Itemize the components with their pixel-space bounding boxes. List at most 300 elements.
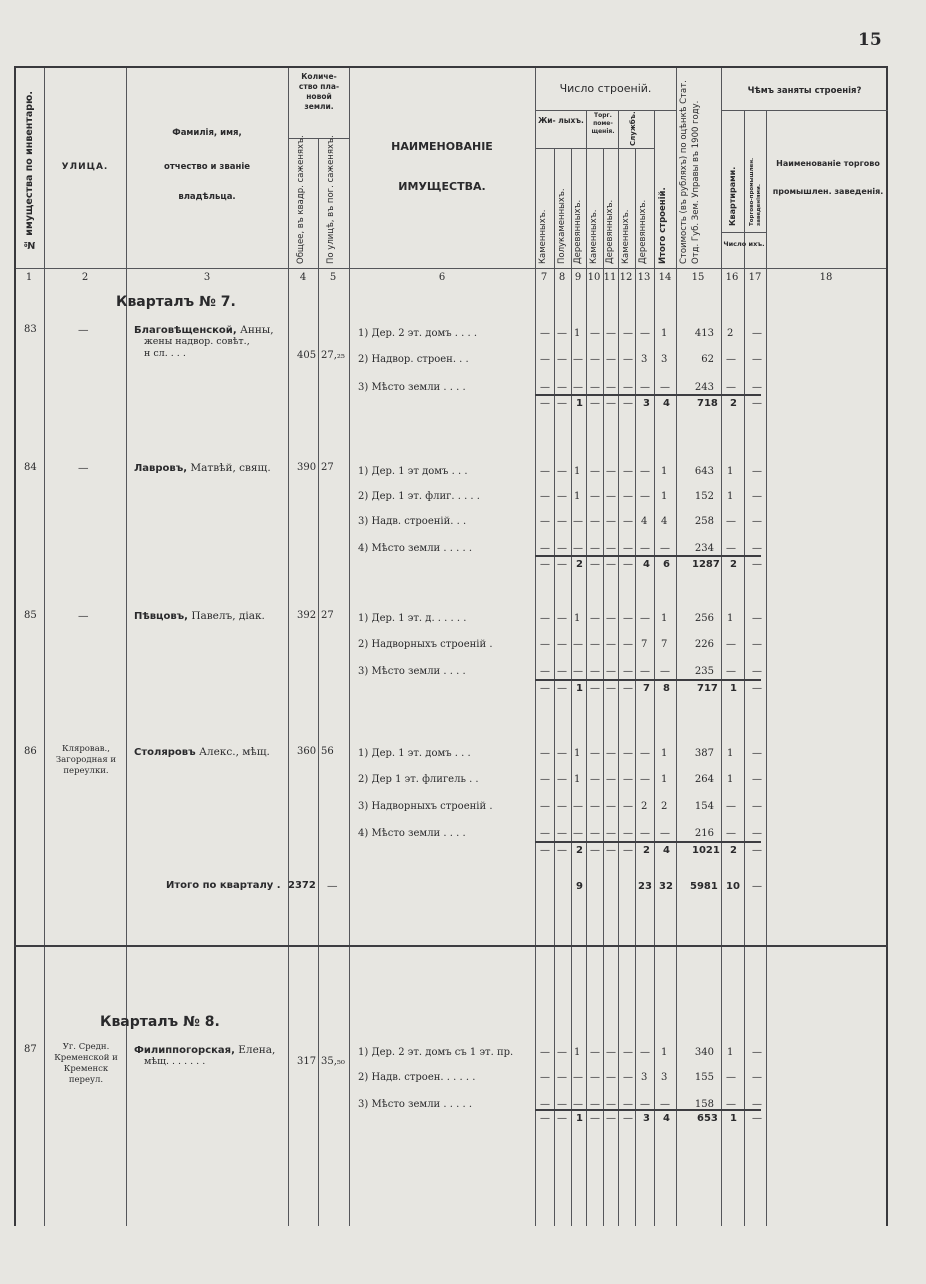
dash-mark: — (590, 828, 600, 839)
property-item-name: 4) Мѣсто земли . . . . . (358, 543, 472, 554)
dash-mark: — (557, 748, 567, 759)
entry-number: 87 (24, 1044, 37, 1055)
entry-owner-name: Матвѣй, свящ. (190, 462, 271, 474)
dash-mark: — (623, 801, 633, 812)
col-divider (349, 68, 350, 1226)
property-item-c14: 3 (661, 1072, 668, 1083)
header-c10: Каменныхъ. (589, 209, 599, 264)
dash-mark: — (752, 328, 762, 339)
dash-mark: — (557, 774, 567, 785)
dash-mark: — (590, 543, 600, 554)
dash-mark: — (640, 613, 650, 624)
column-number: 17 (748, 272, 762, 283)
dash-mark: — (623, 613, 633, 624)
property-item-cost: 154 (694, 801, 714, 812)
dash-mark: — (590, 491, 600, 502)
dash-mark: — (606, 354, 616, 365)
col-divider (44, 68, 45, 1226)
dash-mark: — (752, 1113, 762, 1124)
entry-total-c14: 4 (663, 1113, 670, 1124)
dash-mark: — (590, 354, 600, 365)
quarter-8-title: Кварталъ № 8. (100, 1014, 220, 1030)
header-owner-l3: владѣльца. (178, 192, 236, 202)
property-item-name: 2) Надвор. строен. . . (358, 354, 469, 365)
entry-area: 390 (297, 462, 317, 473)
dash-mark: — (590, 1047, 600, 1058)
header-c12: Каменныхъ. (621, 209, 631, 264)
property-item-name: 1) Дер. 1 эт. д. . . . . . (358, 613, 467, 624)
dash-mark: — (540, 801, 550, 812)
entry-total-rule (535, 555, 761, 557)
dash-mark: — (540, 774, 550, 785)
dash-mark: — (606, 828, 616, 839)
dash-mark: — (557, 491, 567, 502)
dash-mark: — (726, 828, 736, 839)
dash-mark: — (557, 354, 567, 365)
quarter-total-c14: 32 (659, 881, 673, 892)
dash-mark: — (623, 328, 633, 339)
quarter-total-c13: 23 (638, 881, 652, 892)
dash-mark: — (590, 666, 600, 677)
entry-area: 360 (297, 746, 317, 757)
dash-mark: — (573, 516, 583, 527)
entry-total-rule (535, 679, 761, 681)
dash-mark: — (557, 1113, 567, 1124)
entry-total-cost: 717 (697, 683, 718, 694)
entry-total-cost: 1021 (692, 845, 720, 856)
entry-owner-surname: Столяровъ (134, 747, 196, 758)
header-c8: Полукаменныхъ. (557, 188, 567, 264)
header-c7: Каменныхъ. (538, 209, 548, 264)
dash-mark: — (726, 354, 736, 365)
header-owner-l1: Фамилія, имя, (172, 128, 242, 138)
dash-mark: — (540, 666, 550, 677)
dash-mark: — (557, 382, 567, 393)
property-item-c14: 1 (661, 1047, 668, 1058)
dash-mark: — (640, 666, 650, 677)
column-number: 12 (619, 272, 633, 283)
entry-total-c13: 3 (643, 1113, 650, 1124)
dash-mark: — (660, 1099, 670, 1110)
dash-mark: — (623, 354, 633, 365)
header-street: УЛИЦА. (61, 162, 109, 172)
entry-total-c14: 4 (663, 845, 670, 856)
property-item-cost: 413 (694, 328, 714, 339)
dash-mark: — (540, 1113, 550, 1124)
column-number: 16 (725, 272, 739, 283)
dash-mark: — (752, 1047, 762, 1058)
property-item-c13: 4 (641, 516, 648, 527)
dash-mark: — (640, 828, 650, 839)
entry-street: Кляровав., Загородная и переулки. (55, 744, 117, 776)
property-item-c9: 1 (574, 613, 581, 624)
entry-owner-line2: мѣщ. . . . . . . (144, 1056, 206, 1067)
entry-owner-name: Анны, (239, 324, 274, 336)
entry-total-c16: 1 (730, 1113, 737, 1124)
dash-mark: — (540, 845, 550, 856)
dash-mark: — (540, 639, 550, 650)
entry-area: 317 (297, 1056, 317, 1067)
entry-area: 392 (297, 610, 317, 621)
dash-mark: — (540, 1099, 550, 1110)
entry-total-c16: 2 (730, 398, 737, 409)
property-item-cost: 226 (694, 639, 714, 650)
dash-mark: — (573, 543, 583, 554)
quarter-total-cost: 5981 (690, 881, 718, 892)
column-number: 15 (691, 272, 705, 283)
dash-mark: — (752, 1072, 762, 1083)
dash-mark: — (573, 828, 583, 839)
dash-mark: — (752, 666, 762, 677)
property-item-c13: 2 (641, 801, 648, 812)
dash-mark: — (557, 666, 567, 677)
dash-mark: — (623, 748, 633, 759)
dash-mark: — (540, 1047, 550, 1058)
dash-mark: — (752, 774, 762, 785)
header-frontage: По улицѣ, въ пог. саженяхъ. (326, 135, 336, 264)
property-item-name: 3) Надв. строеній. . . (358, 516, 467, 527)
dash-mark: — (752, 683, 762, 694)
property-item-c14: 2 (661, 801, 668, 812)
entry-owner-surname: Филиппогорская, (134, 1045, 235, 1056)
header-c9: Деревянныхъ. (573, 199, 583, 264)
entry-total-c14: 6 (663, 559, 670, 570)
property-item-name: 2) Надв. строен. . . . . . (358, 1072, 476, 1083)
entry-area: 405 (297, 350, 317, 361)
entry-owner (134, 1044, 275, 1056)
header-c16: Квартирами. (728, 166, 737, 226)
header-property-l2: ИМУЩЕСТВА. (398, 180, 486, 193)
dash-mark: — (557, 1072, 567, 1083)
dash-mark: — (606, 801, 616, 812)
dash-mark: — (752, 466, 762, 477)
dash-mark: — (590, 1072, 600, 1083)
header-c14: Итого строеній. (658, 187, 668, 264)
dash-mark: — (557, 466, 567, 477)
dash-mark: — (606, 559, 616, 570)
dash-mark: — (752, 543, 762, 554)
dash-mark: — (540, 382, 550, 393)
dash-mark: — (590, 683, 600, 694)
entry-owner-name: Елена, (238, 1044, 276, 1056)
property-item-cost: 258 (694, 516, 714, 527)
entry-owner-name: Алекс., мѣщ. (198, 746, 270, 758)
entry-frontage: 27,₂₅ (321, 350, 345, 361)
dash-mark: — (623, 666, 633, 677)
property-item-c14: 1 (661, 774, 668, 785)
dash-mark: — (752, 845, 762, 856)
entry-total-cost: 653 (697, 1113, 718, 1124)
entry-total-c9: 1 (576, 398, 583, 409)
dash-mark: — (557, 559, 567, 570)
dash-mark: — (726, 666, 736, 677)
dash-mark: — (573, 1099, 583, 1110)
dash-mark: — (606, 382, 616, 393)
page-number: 15 (858, 30, 882, 50)
property-item-c14: 1 (661, 491, 668, 502)
dash-mark: — (752, 801, 762, 812)
entry-total-cost: 1287 (692, 559, 720, 570)
dash-mark: — (752, 398, 762, 409)
property-item-name: 3) Мѣсто земли . . . . (358, 382, 466, 393)
column-number: 9 (574, 272, 582, 283)
dash-mark: — (623, 491, 633, 502)
entry-frontage: 35,₅₀ (321, 1056, 345, 1067)
property-item-c14: 1 (661, 466, 668, 477)
dash-mark: — (640, 1047, 650, 1058)
dash-mark: — (557, 328, 567, 339)
header-bottom-rule (16, 268, 886, 269)
property-item-name: 3) Мѣсто земли . . . . . (358, 1099, 472, 1110)
header-property-l1: НАИМЕНОВАНІЕ (391, 140, 493, 153)
col-divider (126, 68, 127, 1226)
dash-mark: — (623, 559, 633, 570)
property-item-c14: 3 (661, 354, 668, 365)
property-item-cost: 158 (694, 1099, 714, 1110)
entry-total-c13: 3 (643, 398, 650, 409)
property-item-c13: 7 (641, 639, 648, 650)
dash-mark: — (590, 639, 600, 650)
header-c11: Деревянныхъ. (605, 199, 615, 264)
property-item-name: 1) Дер. 1 эт. домъ . . . (358, 748, 471, 759)
property-item-c9: 1 (574, 1047, 581, 1058)
dash-mark: — (573, 354, 583, 365)
header-owner-l2: отчество и званіе (163, 162, 251, 172)
dash-mark: — (623, 398, 633, 409)
header-rule (535, 110, 676, 111)
dash-mark: — (623, 1113, 633, 1124)
entry-total-c9: 1 (576, 683, 583, 694)
dash-mark: — (606, 613, 616, 624)
property-item-c13: 3 (641, 1072, 648, 1083)
entry-frontage: 56 (321, 746, 334, 757)
dash-mark: — (540, 828, 550, 839)
col-divider (318, 138, 319, 1226)
dash-mark: — (752, 382, 762, 393)
entry-owner (134, 462, 271, 474)
property-item-cost: 152 (694, 491, 714, 502)
dash-mark: — (590, 382, 600, 393)
dash-mark: — (640, 543, 650, 554)
property-item-name: 1) Дер. 2 эт. домъ . . . . (358, 328, 478, 339)
dash-mark: — (623, 516, 633, 527)
dash-mark: — (752, 1099, 762, 1110)
dash-mark: — (623, 1099, 633, 1110)
header-residential: Жи- лыхъ. (538, 116, 584, 125)
dash-mark: — (573, 801, 583, 812)
header-rule (535, 148, 654, 149)
col-divider (288, 68, 289, 1226)
dash-mark: — (540, 328, 550, 339)
dash-mark: — (726, 516, 736, 527)
dash-mark: — (590, 613, 600, 624)
property-item-cost: 643 (694, 466, 714, 477)
column-number: 3 (203, 272, 211, 283)
dash-mark: — (540, 491, 550, 502)
col-divider (676, 68, 677, 1226)
property-item-c13: 3 (641, 354, 648, 365)
dash-mark: — (606, 845, 616, 856)
dash-mark: — (623, 774, 633, 785)
col-divider (766, 110, 767, 1226)
header-service: Службъ. (629, 111, 637, 146)
dash-mark: — (606, 639, 616, 650)
entry-total-c14: 4 (663, 398, 670, 409)
dash-mark: — (660, 543, 670, 554)
dash-mark: — (540, 1072, 550, 1083)
quarter-total-c9: 9 (576, 881, 583, 892)
dash-mark: — (752, 491, 762, 502)
dash-mark: — (606, 491, 616, 502)
property-item-c9: 1 (574, 748, 581, 759)
entry-total-c13: 2 (643, 845, 650, 856)
dash-mark: — (726, 1099, 736, 1110)
dash-mark: — (640, 748, 650, 759)
entry-total-c16: 2 (730, 845, 737, 856)
dash-mark: — (573, 666, 583, 677)
dash-mark: — (573, 1072, 583, 1083)
dash-mark: — (606, 398, 616, 409)
dash-mark: — (590, 559, 600, 570)
quarter-total-frontage: — (327, 880, 338, 892)
entry-owner (134, 746, 270, 758)
property-item-cost: 216 (694, 828, 714, 839)
property-item-name: 3) Надворныхъ строеній . (358, 801, 493, 812)
property-item-cost: 155 (694, 1072, 714, 1083)
dash-mark: — (726, 801, 736, 812)
column-number: 7 (540, 272, 548, 283)
dash-mark: — (590, 845, 600, 856)
header-cost: Стоимость (въ рубляхъ) по оцѣнкѣ Стат. Отд. Губ. Зем. Управы въ 1900 году. (679, 80, 701, 264)
entry-owner-line3: н сл. . . . (144, 348, 186, 359)
property-item-c14: 1 (661, 748, 668, 759)
header-rule (721, 110, 888, 111)
dash-mark: — (726, 382, 736, 393)
dash-mark: — (623, 639, 633, 650)
dash-mark: — (557, 683, 567, 694)
dash-mark: — (590, 748, 600, 759)
dash-mark: — (540, 683, 550, 694)
property-item-name: 2) Надворныхъ строеній . (358, 639, 493, 650)
dash-mark: — (590, 328, 600, 339)
quarter-7-title: Кварталъ № 7. (116, 294, 236, 310)
dash-mark: — (606, 1113, 616, 1124)
dash-mark: — (623, 543, 633, 554)
entry-street: — (78, 462, 89, 474)
column-number: 13 (637, 272, 651, 283)
dash-mark: — (640, 382, 650, 393)
dash-mark: — (752, 354, 762, 365)
property-item-c16: 1 (727, 613, 734, 624)
property-item-c16: 1 (727, 748, 734, 759)
quarter-total-area: 2372 (288, 880, 316, 891)
dash-mark: — (590, 1099, 600, 1110)
dash-mark: — (540, 748, 550, 759)
property-item-name: 1) Дер. 1 эт домъ . . . (358, 466, 468, 477)
entry-number: 83 (24, 324, 37, 335)
column-number: 18 (819, 272, 833, 283)
dash-mark: — (752, 748, 762, 759)
property-item-c14: 1 (661, 328, 668, 339)
column-number: 10 (587, 272, 601, 283)
quarter-total-label: Итого по кварталу . (166, 880, 281, 891)
dash-mark: — (573, 639, 583, 650)
entry-owner-surname: Лавровъ, (134, 463, 188, 474)
header-land: Количе- ство пла- новой земли. (298, 72, 340, 111)
dash-mark: — (590, 801, 600, 812)
property-item-cost: 340 (694, 1047, 714, 1058)
dash-mark: — (752, 639, 762, 650)
entry-total-c14: 8 (663, 683, 670, 694)
entry-owner-name: Павелъ, діак. (191, 610, 265, 622)
entry-number: 84 (24, 462, 37, 473)
entry-owner-surname: Пѣвцовъ, (134, 611, 188, 622)
dash-mark: — (640, 466, 650, 477)
dash-mark: — (752, 516, 762, 527)
property-item-c16: 1 (727, 774, 734, 785)
entry-total-c16: 1 (730, 683, 737, 694)
dash-mark: — (540, 613, 550, 624)
property-item-c14: 7 (661, 639, 668, 650)
dash-mark: — (726, 1072, 736, 1083)
property-item-name: 4) Мѣсто земли . . . . (358, 828, 466, 839)
header-c17-bottom: Число ихъ. (723, 240, 765, 248)
property-item-cost: 62 (701, 354, 714, 365)
dash-mark: — (606, 748, 616, 759)
property-item-c14: 1 (661, 613, 668, 624)
property-item-cost: 243 (694, 382, 714, 393)
dash-mark: — (640, 328, 650, 339)
entry-frontage: 27 (321, 462, 334, 473)
entry-owner (134, 324, 274, 336)
dash-mark: — (623, 466, 633, 477)
entry-total-c13: 7 (643, 683, 650, 694)
dash-mark: — (557, 801, 567, 812)
dash-mark: — (557, 639, 567, 650)
header-inventory-no: № имущества по инвентарю. (24, 91, 35, 251)
property-item-cost: 234 (694, 543, 714, 554)
entry-total-c9: 2 (576, 845, 583, 856)
dash-mark: — (590, 1113, 600, 1124)
dash-mark: — (540, 398, 550, 409)
dash-mark: — (557, 1047, 567, 1058)
property-item-c16: 1 (727, 466, 734, 477)
column-number: 4 (299, 272, 307, 283)
quarter-total-c17: — (752, 881, 762, 892)
quarter-total-c16: 10 (726, 881, 740, 892)
property-item-c9: 1 (574, 466, 581, 477)
dash-mark: — (752, 613, 762, 624)
dash-mark: — (752, 828, 762, 839)
col-divider (535, 68, 536, 1226)
dash-mark: — (590, 398, 600, 409)
entry-owner-line2: жены надвор. совѣт., (144, 336, 250, 347)
dash-mark: — (540, 466, 550, 477)
entry-number: 86 (24, 746, 37, 757)
dash-mark: — (573, 382, 583, 393)
property-item-cost: 256 (694, 613, 714, 624)
entry-total-rule (535, 1109, 761, 1111)
dash-mark: — (660, 382, 670, 393)
property-item-cost: 264 (694, 774, 714, 785)
dash-mark: — (640, 1099, 650, 1110)
header-occupied: Чѣмъ заняты строенія? (747, 86, 862, 96)
property-item-name: 3) Мѣсто земли . . . . (358, 666, 466, 677)
header-c18: Наименованіе торгово промышлен. заведенія. (772, 159, 884, 196)
header-trade: Торг. поме- щенія. (591, 112, 615, 135)
property-item-c14: 4 (661, 516, 668, 527)
property-item-cost: 235 (694, 666, 714, 677)
